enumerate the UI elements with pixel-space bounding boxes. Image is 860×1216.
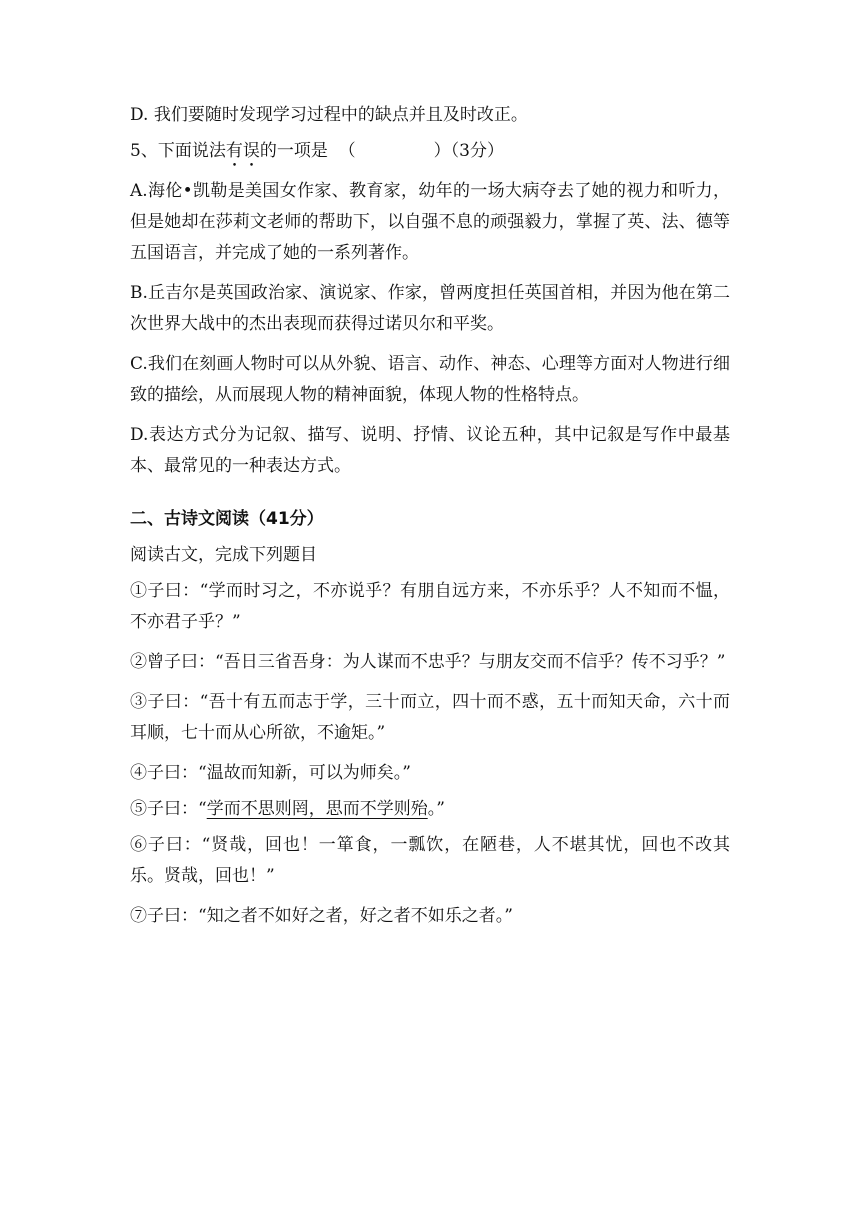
passage-6: ⑥子曰：“贤哉，回也！一箪食，一瓢饮，在陋巷，人不堪其忧，回也不改其乐。贤哉，回也！” xyxy=(130,835,730,886)
question-5-stem xyxy=(130,136,730,171)
passage-7: ⑦子曰：“知之者不如好之者，好之者不如乐之者。” xyxy=(130,906,513,926)
option-c: C.我们在刻画人物时可以从外貌、语言、动作、神态、心理等方面对人物进行细致的描绘，从而展现人物的精神面貌，体现人物的性格特点。 xyxy=(130,354,730,405)
previous-option-d: D. 我们要随时发现学习过程中的缺点并且及时改正。 xyxy=(130,105,528,125)
passage-2: ②曾子曰：“吾日三省吾身：为人谋而不忠乎？与朋友交而不信乎？传不习乎？” xyxy=(130,652,726,672)
passage-5 xyxy=(130,794,730,825)
passage-4: ④子曰：“温故而知新，可以为师矣。” xyxy=(130,763,411,783)
question-5-suffix: 的一项是 xyxy=(259,141,328,161)
underlined-sentence: 学而不思则罔，思而不学则殆 xyxy=(206,799,428,819)
passage-1: ①子曰：“学而时习之，不亦说乎？有朋自远方来，不亦乐乎？人不知而不愠，不亦君子乎？” xyxy=(130,581,730,632)
answer-close-paren: ） xyxy=(433,141,451,161)
option-a: A.海伦•凯勒是美国女作家、教育家，幼年的一场大病夺去了她的视力和听力，但是她却在莎莉文老师的帮助下，以自强不息的顽强毅力，掌握了英、法、德等五国语言，并完成了她的一系列著作。 xyxy=(130,181,730,263)
reading-instruction: 阅读古文，完成下列题目 xyxy=(130,545,317,565)
question-5-prefix: 5、下面说法 xyxy=(130,141,226,161)
question-score: （3分） xyxy=(450,141,504,161)
exam-page xyxy=(130,100,730,941)
passage-5-prefix: ⑤子曰：“ xyxy=(130,799,207,819)
passage-5-suffix: 。” xyxy=(427,799,445,819)
option-b: B.丘吉尔是英国政治家、演说家、作家，曾两度担任英国首相，并因为他在第二次世界大战中的杰出表现而获得过诺贝尔和平奖。 xyxy=(130,283,730,334)
emphasis-text: 有误 xyxy=(225,141,260,161)
option-d: D.表达方式分为记叙、描写、说明、抒情、议论五种，其中记叙是写作中最基本、最常见的一种表达方式。 xyxy=(130,425,730,476)
answer-open-paren: （ xyxy=(338,141,356,161)
section-heading: 二、古诗文阅读（41分） xyxy=(130,509,324,529)
passage-3: ③子曰：“吾十有五而志于学，三十而立，四十而不惑，五十而知天命，六十而耳顺，七十而从心所欲，不逾矩。” xyxy=(130,692,730,743)
